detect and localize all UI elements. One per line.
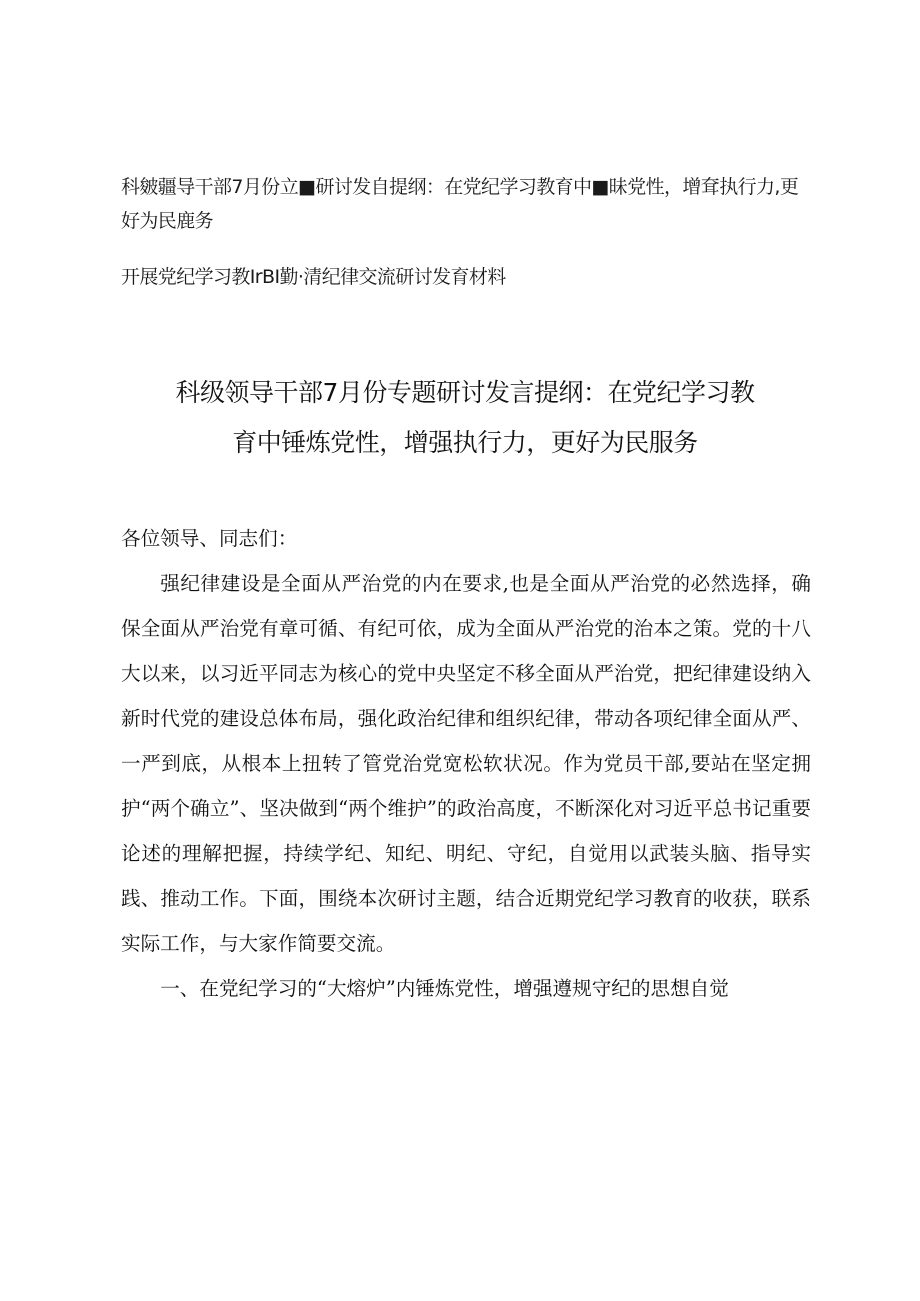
document-title-line-1: 科级领导干部7月份专题研讨发言提纲：在党纪学习教 <box>175 378 755 407</box>
file-meta-subtitle: 开展党纪学习教IrBI勤·清纪律交流研讨发育材料 <box>121 266 506 288</box>
salutation: 各位领导、同志们： <box>121 527 298 550</box>
document-body <box>121 516 811 1011</box>
document-title <box>120 368 810 468</box>
document-title-line-2: 育中锤炼党性，增强执行力，更好为民服务 <box>232 428 698 457</box>
file-meta-title: 科皴疆导干部7月份立■研讨发自提纲：在党纪学习教育中■昧党性，增耷执行力,更好为民鹿务 <box>121 176 799 232</box>
section-heading-1: 一、在党纪学习的“大熔炉”内锤炼党性，增强遵规守纪的思想自觉 <box>160 977 729 1000</box>
body-paragraph-1: 强纪律建设是全面从严治党的内在要求,也是全面从严治党的必然选择，确保全面从严治党有章可循、有纪可依，成为全面从严治党的治本之策。党的十八大以来，以习近平同志为核心的党中央坚定不移全面从严治党，把纪律建设纳入新时代党的建设总体布局，强化政治纪律和组织纪律，带动各项纪律全面从严、一严到底，从根本上扭转了管党治党宽松软状况。作为党员干部,要站在坚定拥护“两个确立”、坚决做到“两个维护”的政治高度，不断深化对习近平总书记重要论述的理解把握，持续学纪、知纪、明纪、守纪，自觉用以武装头脑、指导实践、推动工作。下面，围绕本次研讨主题，结合近期党纪学习教育的收获，联系实际工作，与大家作简要交流。 <box>121 572 811 955</box>
